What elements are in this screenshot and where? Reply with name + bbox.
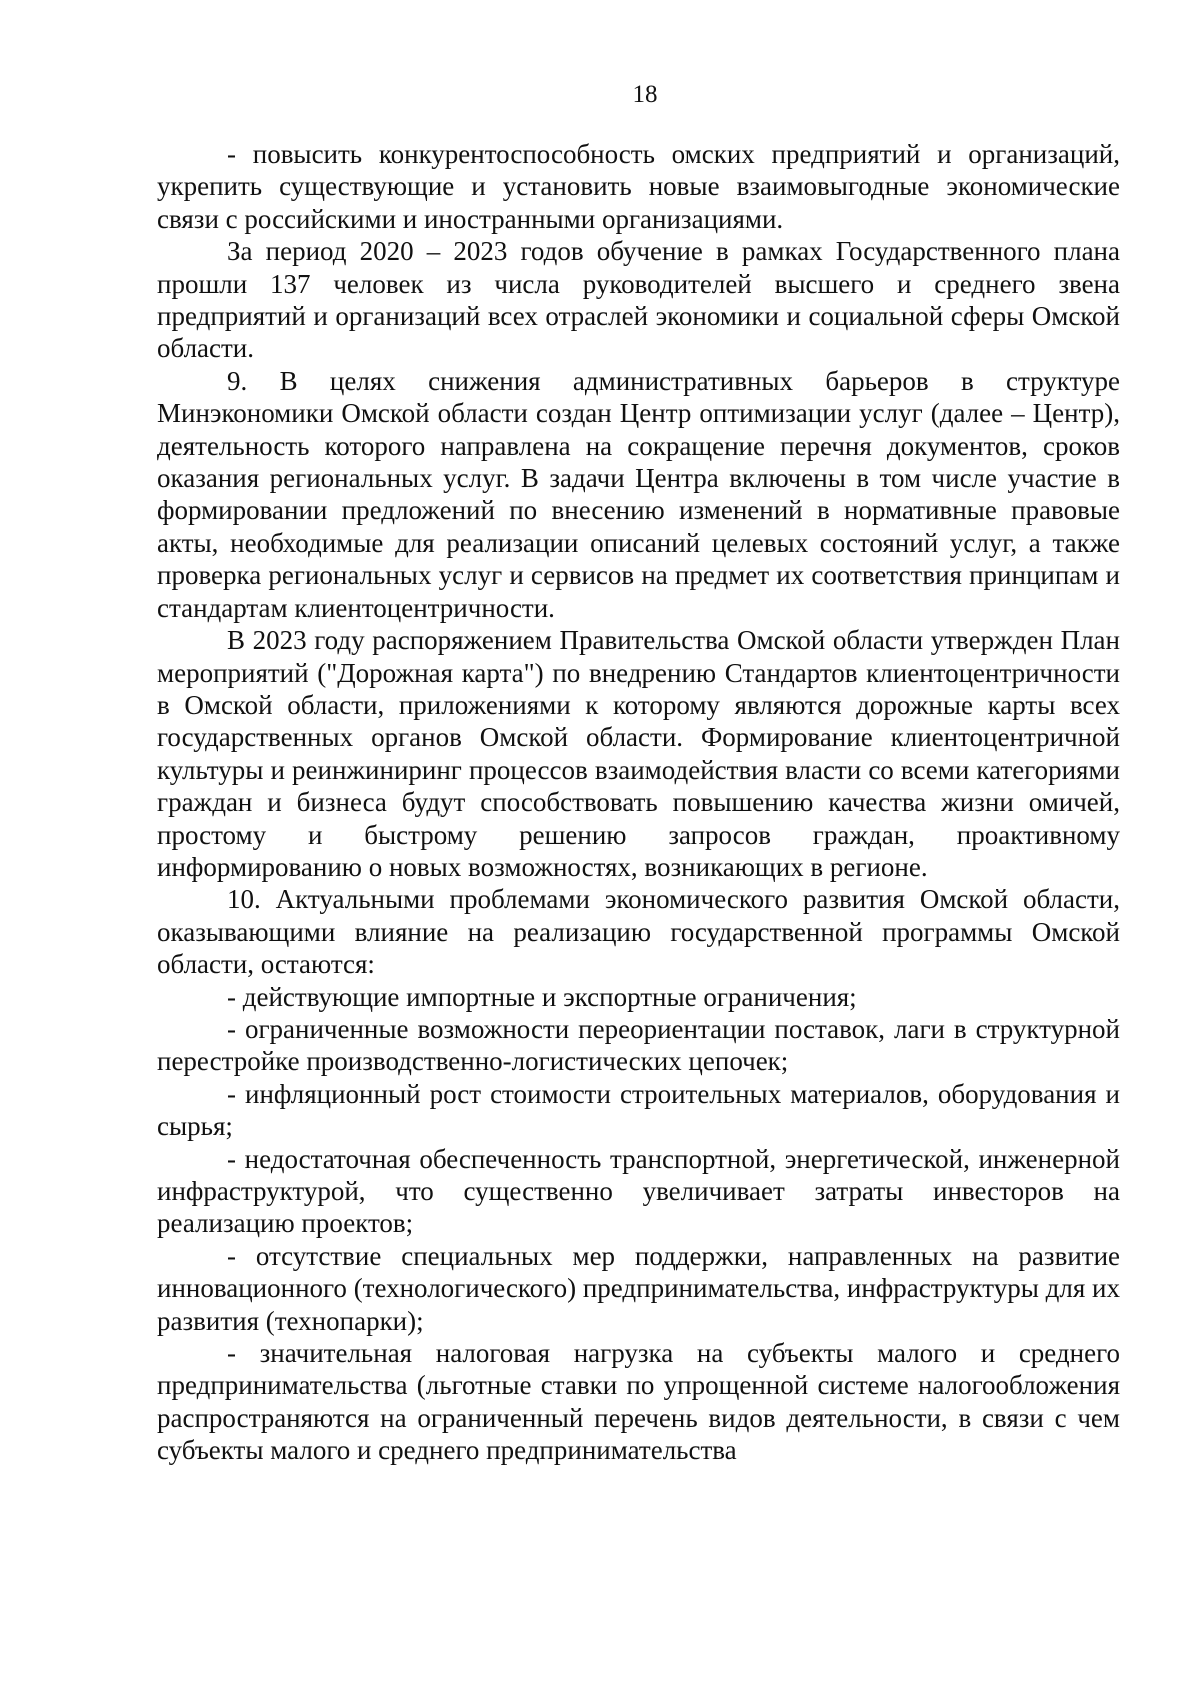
paragraph-client-centricity-plan: В 2023 году распоряжением Правительства Омской области утвержден План мероприятий ("Дорожная карта") по внедрению Стандартов клиентоцентричности в Омской области, приложениями к которому являются дорожные карты всех государственных органов Омской области. Формирование клиентоцентричной культуры и реинжиниринг процессов взаимодействия власти со всеми категориями граждан и бизнеса будут способствовать повышению качества жизни омичей, простому и быстрому решению запросов граждан, проактивному информированию о новых возможностях, возникающих в регионе. bbox=[157, 625, 1120, 882]
paragraph-competitiveness: - повысить конкурентоспособность омских предприятий и организаций, укрепить существующие и установить новые взаимовыгодные экономические связи с российскими и иностранными организациями. bbox=[157, 139, 1120, 234]
list-item-innovation-support: - отсутствие специальных мер поддержки, направленных на развитие инновационного (технологического) предпринимательства, инфраструктуры для их развития (технопарки); bbox=[157, 1240, 1120, 1336]
list-item-supply-reorientation: - ограниченные возможности переориентации поставок, лаги в структурной перестройке производственно-логистических цепочек; bbox=[157, 1013, 1120, 1077]
paragraph-service-optimization-center: 9. В целях снижения административных барьеров в структуре Минэкономики Омской области создан Центр оптимизации услуг (далее – Центр), деятельность которого направлена на сокращение перечня документов, сроков оказания региональных услуг. В задачи Центра включены в том числе участие в формировании предложений по внесению изменений в нормативные правовые акты, необходимые для реализации описаний целевых состояний услуг, а также проверка региональных услуг и сервисов на предмет их соответствия принципам и стандартам клиентоцентричности. bbox=[157, 365, 1120, 623]
page-number: 18 bbox=[632, 81, 658, 108]
list-item-inflation: - инфляционный рост стоимости строительных материалов, оборудования и сырья; bbox=[157, 1078, 1120, 1142]
list-item-infrastructure: - недостаточная обеспеченность транспортной, энергетической, инженерной инфраструктурой, что существенно увеличивает затраты инвесторов на реализацию проектов; bbox=[157, 1143, 1120, 1239]
paragraph-training-results: За период 2020 – 2023 годов обучение в рамках Государственного плана прошли 137 человек из числа руководителей высшего и среднего звена предприятий и организаций всех отраслей экономики и социальной сферы Омской области. bbox=[157, 236, 1120, 364]
list-item-tax-burden: - значительная налоговая нагрузка на субъекты малого и среднего предпринимательства (льготные ставки по упрощенной системе налогообложения распространяются на ограниченный перечень видов деятельности, в связи с чем субъекты малого и среднего предпринимательства bbox=[157, 1338, 1120, 1466]
list-item-trade-restrictions: - действующие импортные и экспортные ограничения; bbox=[227, 981, 857, 1012]
paragraph-current-problems: 10. Актуальными проблемами экономического развития Омской области, оказывающими влияние на реализацию государственной программы Омской области, остаются: bbox=[157, 884, 1120, 980]
document-body bbox=[157, 138, 1120, 1467]
